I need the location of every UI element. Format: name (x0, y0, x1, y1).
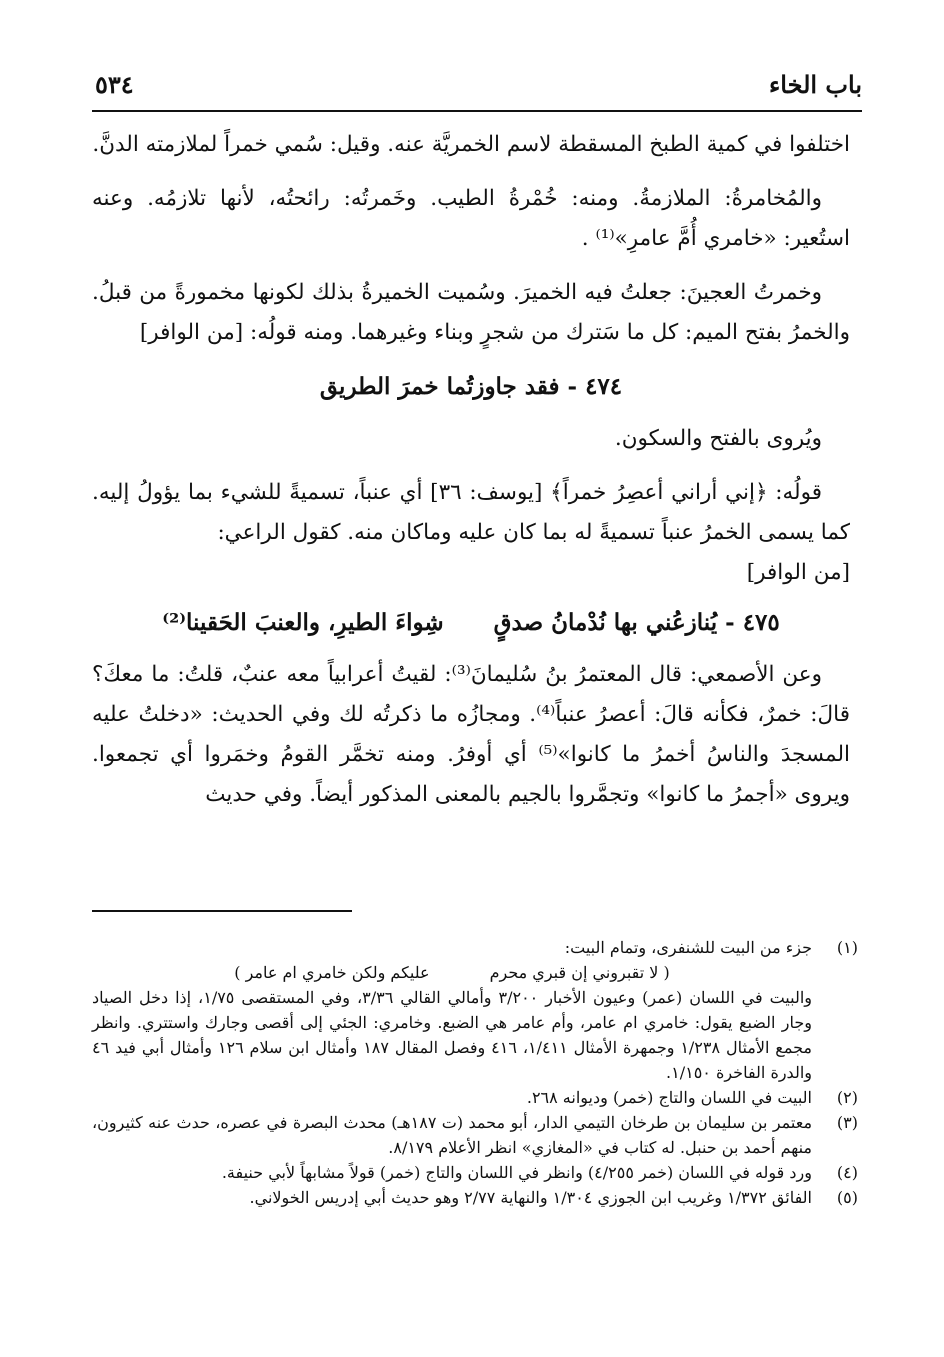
footnote-number: (٣) (836, 1113, 858, 1132)
chapter-title: باب الخاء (768, 70, 862, 99)
footnote-number: (٢) (836, 1088, 858, 1107)
paragraph: اختلفوا في كمية الطبخ المسقطة لاسم الخمريَّة عنه. وقيل: سُمي خمراً لملازمته الدنَّ. (92, 132, 850, 157)
main-text (92, 125, 850, 829)
footnotes (92, 935, 858, 1210)
meter-label: [من الوافر] (746, 560, 850, 585)
footnote-text: والبيت في اللسان (عمر) وعيون الأخبار ٣/٢٠٠ وأمالي القالي ٣/٣٦، وفي المستقصى ١/٧٥، إذا دخل الصياد وجار الضبع يقول: خامري ام عامر، وأم عامر هي الضبع. وخامري: الجئي إلى أقصى وجارك واستتري. وانظر مجمع الأمثال ١/٢٣٨ وجمهرة الأمثال ١/٤١١، ٤١٦ وفصل المقال ١٨٧ وأمثال ابن سلام ١٢٦ وأمثال أبي فيد ٤٦ والدرة الفاخرة ١/١٥٠. (92, 988, 813, 1082)
paragraph: والمُخامرةُ: الملازمةُ. ومنه: خُمْرةُ الطيب. وخَمرتُه: رائحتُه، لأنها تلازمُه. وعنه استُعير: «خامري أُمَّ عامرِ»⁽¹⁾ . (92, 186, 850, 251)
running-header (95, 70, 862, 106)
footnote-5 (92, 1185, 858, 1210)
footnote-4 (92, 1160, 858, 1185)
footnote-text: الفائق ١/٣٧٢ وغريب ابن الجوزي ١/٣٠٤ والنهاية ٢/٧٧ وهو حديث أبي إدريس الخولاني. (249, 1188, 812, 1207)
footnote-1 (92, 935, 858, 1085)
footnote-text: ورد قوله في اللسان (خمر ٤/٢٥٥) وانظر في اللسان والتاج (خمر) قولاً مشابهاً لأبي حنيفة. (221, 1163, 812, 1182)
paragraph: قولُه: ﴿إني أراني أعصِرُ خمراً﴾ [يوسف: ٣٦] أي عنباً، تسميةً للشيء بما يؤولُ إليه. كما يسمى الخمرُ عنباً تسميةً له بما كان عليه وماكان منه. كقول الراعي: (92, 480, 850, 545)
footnote-rule (92, 910, 352, 912)
footnote-text: البيت في اللسان والتاج (خمر) وديوانه ٢٦٨. (526, 1088, 812, 1107)
footnote-2 (92, 1085, 858, 1110)
footnote-number: (١) (836, 938, 858, 957)
page-number: ٥٣٤ (95, 70, 134, 99)
paragraph: وعن الأصمعي: قال المعتمرُ بنُ سُليمانَ⁽³⁾: لقيتُ أعرابياً معه عنبٌ، قلتُ: ما معكَ؟ قالَ: خمرٌ، فكأنه قالَ: أعصرُ عنباً⁽⁴⁾. ومجازُه ما ذكرتُه لك وفي الحديث: «دخلتُ عليه المسجدَ والناسُ أخمرُ ما كانوا»⁽⁵⁾ أي أوفرُ. ومنه تخمَّر القومُ وخمَروا أي تجمعوا. ويروى «أجمرُ ما كانوا» وتجمَّروا بالجيم بالمعنى المذكور أيضاً. وفي حديث (92, 662, 850, 807)
footnote-verse-first: ( لا تقبروني إن قبري محرم (489, 963, 670, 982)
verse-475-first-hemistich: ٤٧٥ - يُنازعُني بها نُدْمانُ صدقٍ (493, 609, 780, 636)
footnote-text: جزء من البيت للشنفرى، وتمام البيت: (564, 938, 812, 957)
verse-475 (92, 603, 850, 643)
header-rule (92, 110, 862, 112)
footnote-number: (٥) (836, 1188, 858, 1207)
footnote-verse-second: عليكم ولكن خامري ام عامر ) (234, 963, 430, 982)
footnote-text: معتمر بن سليمان بن طرخان التيمي الدار، أبو محمد (ت ١٨٧هـ) محدث البصرة في عصره، حدث عنه كثيرون، منهم أحمد بن حنبل. له كتاب في «المغازي» انظر الأعلام ٨/١٧٩. (92, 1113, 813, 1157)
verse-474: ٤٧٤ - فقد جاوزتُما خمرَ الطريق (319, 373, 623, 400)
verse-475-second-hemistich: شِواءَ الطيرِ، والعنبَ الحَقينا⁽²⁾ (162, 609, 444, 636)
paragraph: ويُروى بالفتح والسكون. (614, 426, 822, 451)
footnote-3 (92, 1110, 858, 1160)
footnote-number: (٤) (836, 1163, 858, 1182)
footnote-verse (92, 960, 812, 985)
paragraph: وخمرتُ العجينَ: جعلتُ فيه الخميرَ. وسُميت الخميرةُ بذلك لكونها مخمورةً من قبلُ. والخمرُ بفتح الميم: كل ما سَترك من شجرٍ وبناء وغيرهما. ومنه قولُه: [من الوافر] (92, 280, 850, 345)
